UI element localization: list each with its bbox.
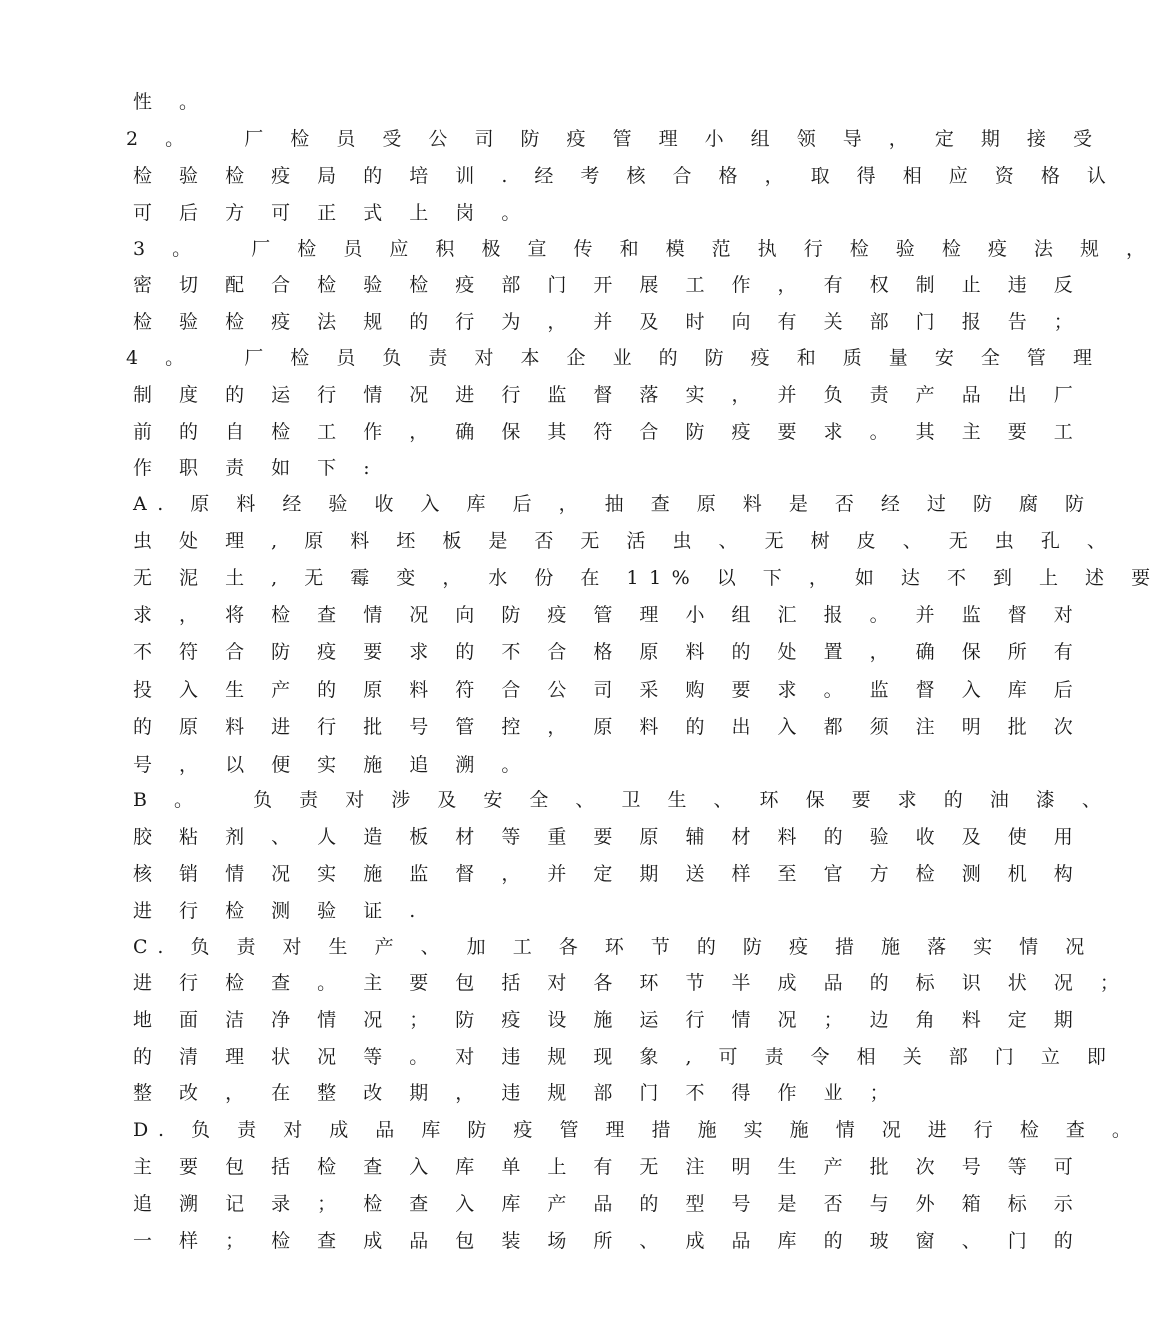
text-line: 制 度 的 运 行 情 况 进 行 监 督 落 实 ， 并 负 责 产 品 出 厂 [133,384,1084,406]
text-line: 检 验 检 疫 局 的 培 训 . 经 考 核 合 格 ， 取 得 相 应 资 格 认 [133,165,1117,187]
text-line: 性 。 [133,91,209,113]
text-line: 胶 粘 剂 、 人 造 板 材 等 重 要 原 辅 材 料 的 验 收 及 使 用 [133,826,1084,848]
text-line: 一 样 ； 检 查 成 品 包 装 场 所 、 成 品 库 的 玻 窗 、 门 的 [133,1230,1084,1252]
text-line: 密 切 配 合 检 验 检 疫 部 门 开 展 工 作 ， 有 权 制 止 违 反 [133,274,1084,296]
text-line: C. 负 责 对 生 产 、 加 工 各 环 节 的 防 疫 措 施 落 实 情 况 [133,936,1095,958]
text-line: 不 符 合 防 疫 要 求 的 不 合 格 原 料 的 处 置 ， 确 保 所 有 [133,641,1084,663]
text-line: 4 。 厂 检 员 负 责 对 本 企 业 的 防 疫 和 质 量 安 全 管 理 [126,347,1103,369]
text-line: 地 面 洁 净 情 况 ； 防 疫 设 施 运 行 情 况 ； 边 角 料 定 期 [133,1009,1084,1031]
text-line: 进 行 检 测 验 证 . [133,900,426,922]
text-line: 作 职 责 如 下 : [133,457,381,479]
text-line: 号 ， 以 便 实 施 追 溯 。 [133,754,531,776]
text-line: 3 。 厂 检 员 应 积 极 宣 传 和 模 范 执 行 检 验 检 疫 法 规 ， [133,238,1156,260]
text-line: 追 溯 记 录 ； 检 查 入 库 产 品 的 型 号 是 否 与 外 箱 标 示 [133,1193,1084,1215]
text-line: 整 改 ， 在 整 改 期 ， 违 规 部 门 不 得 作 业 ； [133,1082,900,1104]
text-line: 求 ， 将 检 查 情 况 向 防 疫 管 理 小 组 汇 报 。 并 监 督 对 [133,604,1084,626]
text-line: 无 泥 土 , 无 霉 变 ， 水 份 在 11% 以 下 ， 如 达 不 到 上 述 要 [133,567,1161,589]
text-line: 2 。 厂 检 员 受 公 司 防 疫 管 理 小 组 领 导 ， 定 期 接 受 [126,128,1103,150]
text-line: 可 后 方 可 正 式 上 岗 。 [133,202,531,224]
text-line: 投 入 生 产 的 原 料 符 合 公 司 采 购 要 求 。 监 督 入 库 后 [133,679,1084,701]
text-line: A. 原 料 经 验 收 入 库 后 ， 抽 查 原 料 是 否 经 过 防 腐 防 [133,493,1095,515]
text-line: B 。 负 责 对 涉 及 安 全 、 卫 生 、 环 保 要 求 的 油 漆 、 [133,789,1112,811]
text-line: 虫 处 理 , 原 料 坯 板 是 否 无 活 虫 、 无 树 皮 、 无 虫 孔 、 [133,530,1117,552]
text-line: 的 原 料 进 行 批 号 管 控 ， 原 料 的 出 入 都 须 注 明 批 次 [133,716,1084,738]
text-line: 前 的 自 检 工 作 ， 确 保 其 符 合 防 疫 要 求 。 其 主 要 工 [133,421,1084,443]
text-line: 主 要 包 括 检 查 入 库 单 上 有 无 注 明 生 产 批 次 号 等 可 [133,1156,1084,1178]
text-line: 的 清 理 状 况 等 。 对 违 规 现 象 , 可 责 令 相 关 部 门 立 即 [133,1046,1117,1068]
text-line: D. 负 责 对 成 品 库 防 疫 管 理 措 施 实 施 情 况 进 行 检 查 。 [133,1119,1142,1141]
text-line: 核 销 情 况 实 施 监 督 ， 并 定 期 送 样 至 官 方 检 测 机 构 [133,863,1084,885]
text-line: 进 行 检 查 。 主 要 包 括 对 各 环 节 半 成 品 的 标 识 状 况 ； [133,972,1130,994]
text-line: 检 验 检 疫 法 规 的 行 为 ， 并 及 时 向 有 关 部 门 报 告 ； [133,311,1084,333]
